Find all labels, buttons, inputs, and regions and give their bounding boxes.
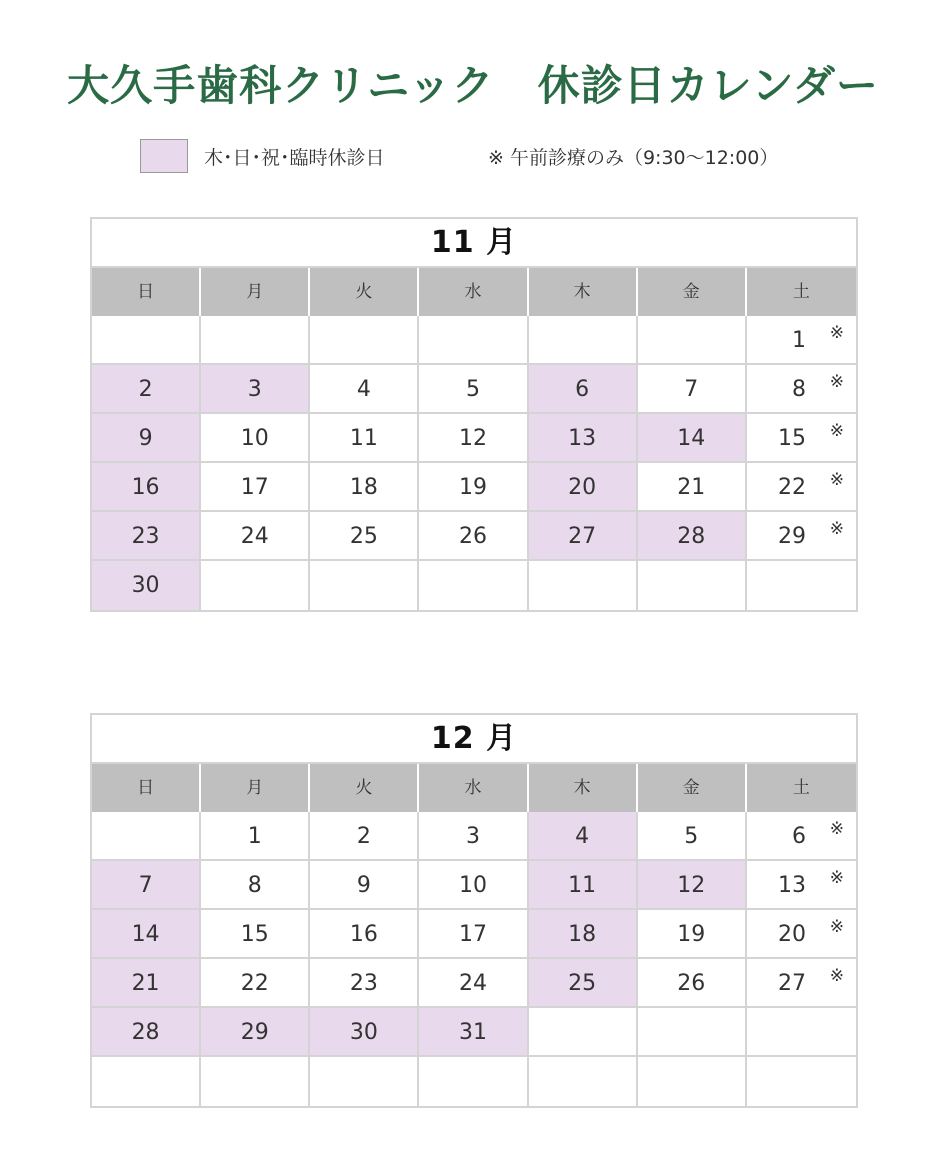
- closed-day-cell: [310, 1008, 419, 1057]
- day-number: 11: [568, 873, 597, 898]
- day-cell: [310, 463, 419, 512]
- day-number: 31: [458, 1020, 487, 1045]
- day-number: 30: [349, 1020, 378, 1045]
- morning-only-mark: ※: [829, 372, 844, 392]
- closed-day-cell: [419, 1008, 528, 1057]
- day-number: 12: [677, 873, 706, 898]
- day-number: 1: [792, 328, 806, 353]
- day-number: 9: [138, 426, 153, 451]
- empty-day-cell: [638, 1008, 747, 1057]
- empty-day-cell: [419, 561, 528, 610]
- closed-day-cell: [529, 414, 638, 463]
- day-cell: [201, 910, 310, 959]
- day-number: 7: [138, 873, 153, 898]
- empty-day-cell: [638, 561, 747, 610]
- closed-day-cell: [529, 959, 638, 1008]
- closed-day-cell: [529, 463, 638, 512]
- closed-day-cell: [529, 365, 638, 414]
- day-number: 4: [356, 377, 371, 402]
- page-title: 大久手歯科クリニック 休診日カレンダー: [67, 61, 879, 110]
- day-cell: [638, 365, 747, 414]
- day-number: 10: [458, 873, 487, 898]
- day-cell: [747, 959, 856, 1008]
- weekday-header-cell: 土: [747, 268, 856, 316]
- closed-day-cell: [529, 910, 638, 959]
- closed-day-cell: [92, 959, 201, 1008]
- empty-day-cell: [201, 1057, 310, 1106]
- day-cell: [310, 365, 419, 414]
- month-title: 12 月: [92, 715, 856, 764]
- morning-only-mark: ※: [829, 323, 844, 343]
- day-grid: [92, 316, 856, 610]
- weekday-header-cell: 日: [92, 268, 201, 316]
- day-cell: [747, 512, 856, 561]
- day-number: 29: [240, 1020, 269, 1045]
- day-cell: [419, 365, 528, 414]
- closed-day-cell: [92, 1008, 201, 1057]
- empty-day-cell: [310, 316, 419, 365]
- closed-day-swatch: [140, 139, 188, 173]
- day-number: 20: [778, 922, 806, 947]
- month-title: 11 月: [92, 219, 856, 268]
- morning-only-mark: ※: [829, 966, 844, 986]
- morning-only-mark: ※: [829, 421, 844, 441]
- weekday-header-cell: 日: [92, 764, 201, 812]
- day-number: 17: [240, 475, 269, 500]
- empty-day-cell: [747, 561, 856, 610]
- day-number: 3: [247, 377, 262, 402]
- morning-only-mark: ※: [829, 470, 844, 490]
- day-cell: [638, 910, 747, 959]
- day-number: 24: [458, 971, 487, 996]
- day-number: 23: [131, 524, 160, 549]
- day-number: 26: [458, 524, 487, 549]
- closed-day-cell: [92, 512, 201, 561]
- day-number: 30: [131, 573, 160, 598]
- day-number: 25: [349, 524, 378, 549]
- day-cell: [201, 812, 310, 861]
- day-cell: [419, 861, 528, 910]
- morning-only-mark: ※: [829, 519, 844, 539]
- day-number: 22: [778, 475, 806, 500]
- day-cell: [419, 463, 528, 512]
- morning-only-mark: ※: [829, 917, 844, 937]
- day-cell: [419, 959, 528, 1008]
- day-number: 21: [131, 971, 160, 996]
- weekday-header-cell: 月: [201, 764, 310, 812]
- weekday-header-cell: 土: [747, 764, 856, 812]
- day-cell: [310, 512, 419, 561]
- day-number: 19: [677, 922, 706, 947]
- day-cell: [201, 512, 310, 561]
- empty-day-cell: [419, 1057, 528, 1106]
- empty-day-cell: [201, 316, 310, 365]
- closed-day-cell: [201, 1008, 310, 1057]
- day-number: 15: [240, 922, 269, 947]
- day-number: 1: [247, 824, 262, 849]
- day-cell: [419, 414, 528, 463]
- day-number: 5: [684, 824, 699, 849]
- day-number: 11: [349, 426, 378, 451]
- empty-day-cell: [747, 1057, 856, 1106]
- day-number: 4: [575, 824, 590, 849]
- day-number: 14: [131, 922, 160, 947]
- empty-day-cell: [638, 1057, 747, 1106]
- day-cell: [201, 463, 310, 512]
- day-number: 6: [575, 377, 590, 402]
- day-cell: [310, 812, 419, 861]
- day-cell: [638, 959, 747, 1008]
- day-number: 13: [778, 873, 806, 898]
- day-cell: [201, 959, 310, 1008]
- closed-day-cell: [529, 812, 638, 861]
- closed-day-cell: [529, 861, 638, 910]
- weekday-header-cell: 水: [419, 268, 528, 316]
- empty-day-cell: [747, 1008, 856, 1057]
- day-cell: [201, 414, 310, 463]
- day-number: 19: [458, 475, 487, 500]
- weekday-header-row: [92, 268, 856, 316]
- day-number: 6: [792, 824, 806, 849]
- empty-day-cell: [529, 1008, 638, 1057]
- day-number: 23: [349, 971, 378, 996]
- weekday-header-cell: 月: [201, 268, 310, 316]
- day-number: 5: [465, 377, 480, 402]
- day-number: 12: [458, 426, 487, 451]
- day-cell: [310, 910, 419, 959]
- day-number: 9: [356, 873, 371, 898]
- day-number: 7: [684, 377, 699, 402]
- weekday-header-cell: 火: [310, 268, 419, 316]
- day-number: 14: [677, 426, 706, 451]
- closed-day-cell: [638, 861, 747, 910]
- empty-day-cell: [310, 561, 419, 610]
- day-number: 28: [677, 524, 706, 549]
- closed-day-cell: [529, 512, 638, 561]
- empty-day-cell: [419, 316, 528, 365]
- day-number: 25: [568, 971, 597, 996]
- empty-day-cell: [92, 316, 201, 365]
- calendar-month-2: [90, 713, 858, 1108]
- day-number: 8: [247, 873, 262, 898]
- day-number: 10: [240, 426, 269, 451]
- day-cell: [419, 910, 528, 959]
- empty-day-cell: [92, 1057, 201, 1106]
- closed-day-cell: [92, 910, 201, 959]
- day-number: 26: [677, 971, 706, 996]
- empty-day-cell: [638, 316, 747, 365]
- closed-day-cell: [638, 512, 747, 561]
- day-number: 27: [568, 524, 597, 549]
- closed-day-cell: [92, 414, 201, 463]
- closed-day-cell: [92, 561, 201, 610]
- closed-day-cell: [92, 365, 201, 414]
- day-number: 2: [138, 377, 153, 402]
- empty-day-cell: [201, 561, 310, 610]
- day-number: 15: [778, 426, 806, 451]
- day-number: 24: [240, 524, 269, 549]
- day-cell: [201, 861, 310, 910]
- weekday-header-row: [92, 764, 856, 812]
- calendar-month-1: [90, 217, 858, 612]
- morning-only-mark: ※: [829, 868, 844, 888]
- day-number: 16: [131, 475, 160, 500]
- day-number: 29: [778, 524, 806, 549]
- closed-day-cell: [92, 861, 201, 910]
- day-number: 18: [349, 475, 378, 500]
- day-number: 22: [240, 971, 269, 996]
- day-number: 20: [568, 475, 597, 500]
- empty-day-cell: [92, 812, 201, 861]
- day-cell: [638, 463, 747, 512]
- closed-day-cell: [638, 414, 747, 463]
- day-number: 27: [778, 971, 806, 996]
- weekday-header-cell: 水: [419, 764, 528, 812]
- weekday-header-cell: 火: [310, 764, 419, 812]
- empty-day-cell: [529, 561, 638, 610]
- closed-day-cell: [201, 365, 310, 414]
- day-cell: [419, 812, 528, 861]
- day-cell: [638, 812, 747, 861]
- day-number: 18: [568, 922, 597, 947]
- weekday-header-cell: 金: [638, 764, 747, 812]
- legend-closed-label: 木･日･祝･臨時休診日: [204, 146, 385, 169]
- day-number: 3: [465, 824, 480, 849]
- day-number: 17: [458, 922, 487, 947]
- morning-only-mark: ※: [829, 819, 844, 839]
- day-number: 13: [568, 426, 597, 451]
- weekday-header-cell: 木: [529, 268, 638, 316]
- legend: [140, 138, 778, 174]
- day-cell: [310, 414, 419, 463]
- day-number: 21: [677, 475, 706, 500]
- day-cell: [310, 861, 419, 910]
- empty-day-cell: [310, 1057, 419, 1106]
- weekday-header-cell: 木: [529, 764, 638, 812]
- day-number: 2: [356, 824, 371, 849]
- empty-day-cell: [529, 1057, 638, 1106]
- empty-day-cell: [529, 316, 638, 365]
- day-number: 8: [792, 377, 806, 402]
- day-number: 16: [349, 922, 378, 947]
- day-grid: [92, 812, 856, 1106]
- day-number: 28: [131, 1020, 160, 1045]
- closed-day-cell: [92, 463, 201, 512]
- weekday-header-cell: 金: [638, 268, 747, 316]
- day-cell: [419, 512, 528, 561]
- legend-morning-label: ※ 午前診療のみ（9:30〜12:00）: [488, 146, 779, 169]
- day-cell: [310, 959, 419, 1008]
